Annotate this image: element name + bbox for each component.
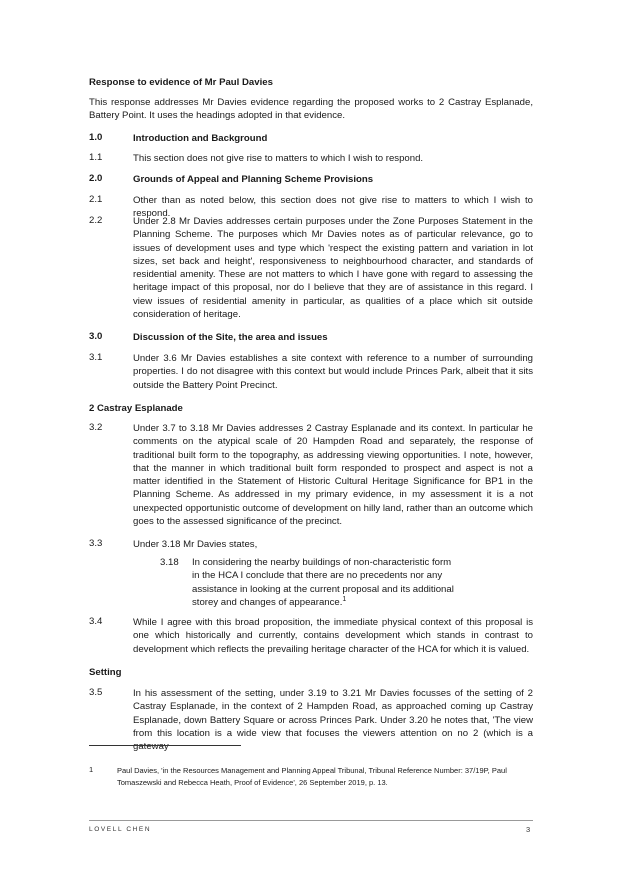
- quote-line: In considering the nearby buildings of non-characteristic form: [192, 557, 452, 568]
- para-3-2-number: 3.2: [89, 422, 103, 433]
- quote-line: assistance in looking at the current proposal and its additional: [192, 583, 454, 595]
- footnote-reference: 1: [342, 595, 347, 603]
- section-1-number: 1.0: [89, 132, 103, 143]
- para-2-1: Other than as noted below, this section does not give rise to matters to which I wish to respond.: [133, 195, 533, 220]
- para-3-1-number: 3.1: [89, 352, 103, 363]
- para-2-1-number: 2.1: [89, 194, 103, 205]
- section-3-title: Discussion of the Site, the area and issues: [133, 332, 328, 343]
- quote-line: storey and changes of appearance.: [192, 596, 343, 608]
- para-3-5-number: 3.5: [89, 687, 103, 698]
- footer-company: LOVELL CHEN: [89, 826, 152, 833]
- footer-rule: [89, 820, 533, 821]
- para-3-3-number: 3.3: [89, 538, 103, 549]
- section-3-number: 3.0: [89, 331, 103, 342]
- quote-number: 3.18: [160, 557, 179, 568]
- para-3-3: Under 3.18 Mr Davies states,: [133, 539, 258, 550]
- section-1-title: Introduction and Background: [133, 133, 268, 144]
- para-3-1: Under 3.6 Mr Davies establishes a site context with reference to a number of surrounding properties. I do not disagree with this context but would include Princes Park, albeit that it sits outside the Battery Point Precinct.: [133, 353, 533, 391]
- footnote-separator: [89, 745, 241, 746]
- para-3-2: Under 3.7 to 3.18 Mr Davies addresses 2 Castray Esplanade and its context. In particular he comments on the atypical scale of 20 Hampden Road and separately, the response of traditional built form to the topography, as addressing viewing opportunities. I note, however, that the manner in which traditional built form responded to prospect and aspect is not a matter identified in the Statement of Historic Cultural Heritage Significance for BP1 in the Planning Scheme. As addressed in my primary evidence, in my assessment it is a not unexpected opportunistic outcome of development on hilly land, rather than an outcome which goes to the assessed significance of the precinct.: [133, 423, 533, 528]
- section-2-title: Grounds of Appeal and Planning Scheme Provisions: [133, 174, 374, 185]
- quote-line: in the HCA I conclude that there are no precedents nor any: [192, 570, 443, 582]
- para-1-1-number: 1.1: [89, 152, 103, 163]
- subheading-castray: 2 Castray Esplanade: [89, 403, 183, 414]
- footnote-number: 1: [89, 765, 94, 774]
- page-number: 3: [526, 825, 531, 834]
- subheading-setting: Setting: [89, 667, 122, 678]
- intro-paragraph: This response addresses Mr Davies evidence regarding the proposed works to 2 Castray Esplanade, Battery Point. It uses the headings adopted in that evidence.: [89, 97, 533, 122]
- block-quote: [192, 556, 462, 609]
- section-2-number: 2.0: [89, 173, 103, 184]
- document-title: Response to evidence of Mr Paul Davies: [89, 77, 273, 88]
- para-1-1: This section does not give rise to matters to which I wish to respond.: [133, 153, 424, 164]
- para-3-5: In his assessment of the setting, under 3.19 to 3.21 Mr Davies focusses of the setting of 2 Castray Esplanade, in the context of 2 Hampden Road, as approached coming up Castray Esplanade, down Battery Square or across Princes Park. Under 3.20 he notes that, 'The view from this location is a wide view that focuses the viewers attention on no 2 (which is a gateway: [133, 688, 533, 753]
- para-3-4: While I agree with this broad proposition, the immediate physical context of this proposal is one which historically and currently, contains development which stands in contrast to development which reflects the prevailing heritage character of the HCA for which it is valued.: [133, 617, 533, 655]
- footnote-text: Paul Davies, 'in the Resources Management and Planning Appeal Tribunal, Tribunal Reference Number: 37/19P, Paul Tomaszewski and Rebecca Heath, Proof of Evidence', 26 September 2019, p. 13.: [117, 766, 507, 787]
- para-2-2: Under 2.8 Mr Davies addresses certain purposes under the Zone Purposes Statement in the Planning Scheme. The purposes which Mr Davies notes as of particular relevance, go to issues of development uses and type which 'respect the existing pattern and variation in lot sizes, set back and height', responsiveness to neighbourhood character, and standards of residential amenity. These are not matters to which I have gone with regard to assessing the heritage impact of this proposal, nor do I believe that they are of assistance in this regard. I view issues of residential amenity in particular, as qualities of a place which sit outside consideration of heritage.: [133, 216, 533, 321]
- para-2-2-number: 2.2: [89, 215, 103, 226]
- para-3-4-number: 3.4: [89, 616, 103, 627]
